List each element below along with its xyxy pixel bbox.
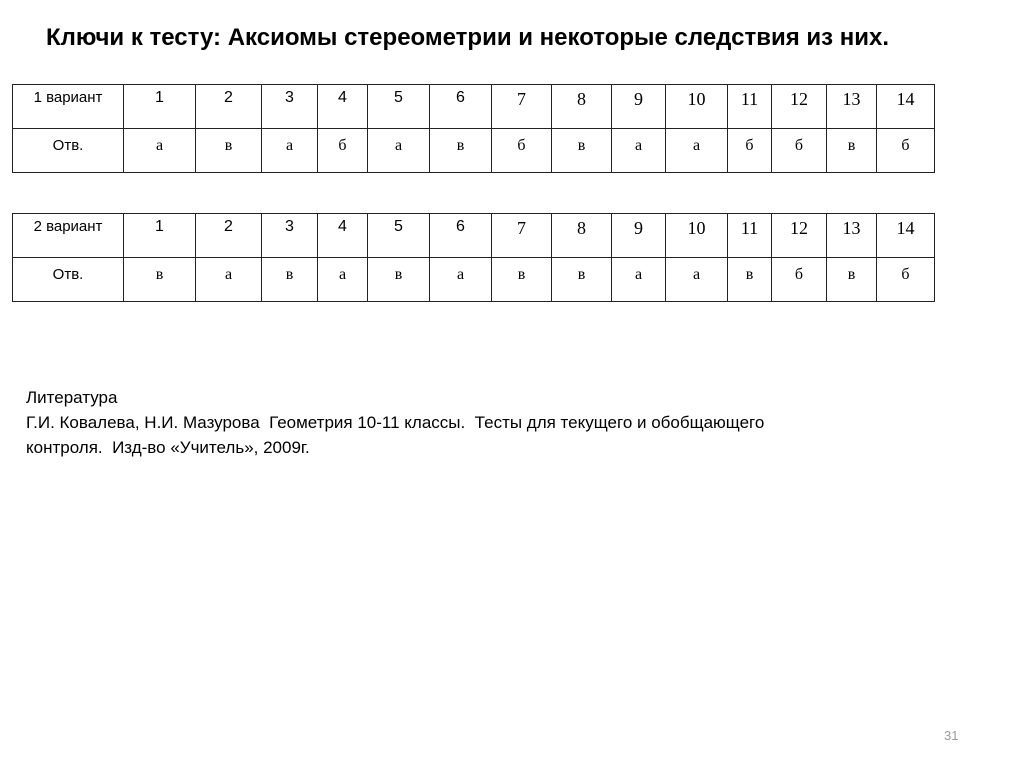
question-number: 1 <box>124 85 196 129</box>
variant-label: 2 вариант <box>13 214 124 258</box>
question-number: 12 <box>772 85 827 129</box>
answer-cell: а <box>368 129 430 173</box>
question-number: 10 <box>666 214 728 258</box>
literature-reference-line-2: контроля. Изд-во «Учитель», 2009г. <box>26 438 310 457</box>
answer-cell: б <box>318 129 368 173</box>
answer-cell: в <box>827 129 877 173</box>
question-number: 7 <box>492 85 552 129</box>
question-number: 6 <box>430 214 492 258</box>
answer-cell: а <box>666 129 728 173</box>
question-number: 12 <box>772 214 827 258</box>
question-number: 3 <box>262 214 318 258</box>
answer-cell: а <box>612 129 666 173</box>
question-number: 2 <box>196 85 262 129</box>
literature-heading: Литература <box>26 388 118 407</box>
answer-label: Отв. <box>13 258 124 302</box>
answer-key-table-variant-2 <box>12 213 935 302</box>
table-row-questions <box>13 214 935 258</box>
answer-cell: а <box>666 258 728 302</box>
answer-cell: в <box>430 129 492 173</box>
table-row-questions <box>13 85 935 129</box>
table-row-answers <box>13 129 935 173</box>
answer-cell: в <box>552 258 612 302</box>
question-number: 8 <box>552 214 612 258</box>
literature-reference-line-1: Г.И. Ковалева, Н.И. Мазурова Геометрия 10-11 классы. Тесты для текущего и обобщающего <box>26 413 765 432</box>
answer-cell: а <box>262 129 318 173</box>
question-number: 11 <box>728 85 772 129</box>
answer-cell: в <box>552 129 612 173</box>
answer-cell: в <box>368 258 430 302</box>
question-number: 13 <box>827 214 877 258</box>
answer-cell: а <box>430 258 492 302</box>
answer-cell: в <box>827 258 877 302</box>
question-number: 8 <box>552 85 612 129</box>
answer-cell: в <box>196 129 262 173</box>
answer-cell: а <box>318 258 368 302</box>
answer-cell: в <box>262 258 318 302</box>
answer-cell: б <box>772 258 827 302</box>
question-number: 4 <box>318 85 368 129</box>
answer-cell: б <box>877 258 935 302</box>
question-number: 7 <box>492 214 552 258</box>
answer-key-table-variant-1 <box>12 84 935 173</box>
question-number: 4 <box>318 214 368 258</box>
variant-label: 1 вариант <box>13 85 124 129</box>
question-number: 13 <box>827 85 877 129</box>
question-number: 5 <box>368 214 430 258</box>
answer-cell: б <box>877 129 935 173</box>
answer-cell: а <box>612 258 666 302</box>
question-number: 5 <box>368 85 430 129</box>
table-row-answers <box>13 258 935 302</box>
question-number: 9 <box>612 85 666 129</box>
question-number: 3 <box>262 85 318 129</box>
question-number: 14 <box>877 85 935 129</box>
answer-cell: б <box>492 129 552 173</box>
answer-cell: б <box>772 129 827 173</box>
question-number: 10 <box>666 85 728 129</box>
answer-cell: в <box>492 258 552 302</box>
question-number: 11 <box>728 214 772 258</box>
answer-cell: в <box>124 258 196 302</box>
question-number: 14 <box>877 214 935 258</box>
answer-label: Отв. <box>13 129 124 173</box>
question-number: 6 <box>430 85 492 129</box>
question-number: 2 <box>196 214 262 258</box>
question-number: 9 <box>612 214 666 258</box>
answer-cell: а <box>196 258 262 302</box>
literature-block <box>26 385 956 460</box>
answer-cell: б <box>728 129 772 173</box>
answer-cell: в <box>728 258 772 302</box>
slide-number: 31 <box>944 728 959 743</box>
answer-cell: а <box>124 129 196 173</box>
page-title: Ключи к тесту: Аксиомы стереометрии и некоторые следствия из них. <box>46 24 889 51</box>
question-number: 1 <box>124 214 196 258</box>
